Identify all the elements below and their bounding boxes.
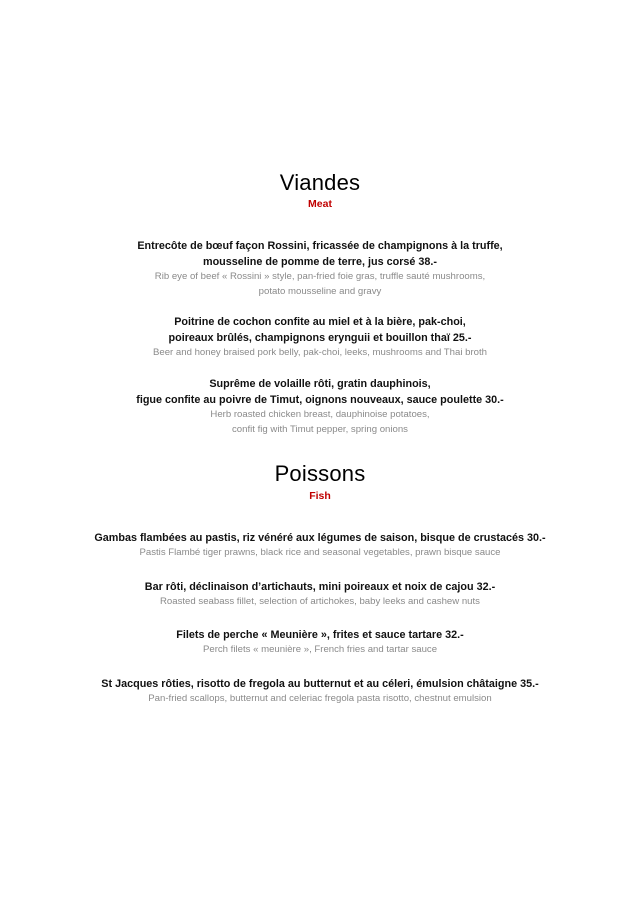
menu-item-bar-roti [0, 579, 640, 610]
section-subtitle-fish: Fish [309, 490, 331, 502]
dish-name-fr-line: mousseline de pomme de terre, jus corsé 38.- [202, 256, 438, 268]
dish-desc-en-line: Herb roasted chicken breast, dauphinoise potatoes, [210, 409, 430, 420]
dish-name-fr-line: Entrecôte de bœuf façon Rossini, fricassée de champignons à la truffe, [137, 240, 503, 252]
dish-desc-en-line: Perch filets « meunière », French fries and tartar sauce [202, 644, 438, 655]
dish-name-fr-line: Suprême de volaille rôti, gratin dauphinois, [209, 378, 431, 390]
menu-item-entrecote [0, 238, 640, 299]
dish-desc-en-line: Roasted seabass fillet, selection of artichokes, baby leeks and cashew nuts [160, 596, 480, 607]
dish-name-fr-line: Filets de perche « Meunière », frites et sauce tartare 32.- [176, 629, 464, 641]
menu-item-gambas [0, 530, 640, 561]
dish-desc-en-line: Pastis Flambé tiger prawns, black rice and seasonal vegetables, prawn bisque sauce [139, 547, 501, 558]
menu-item-poitrine-cochon [0, 314, 640, 361]
dish-desc-en-line: Rib eye of beef « Rossini » style, pan-fried foie gras, truffle sauté mushrooms, [154, 271, 486, 282]
dish-desc-en-line: Beer and honey braised pork belly, pak-choi, leeks, mushrooms and Thai broth [152, 347, 487, 358]
dish-name-fr-line: Poitrine de cochon confite au miel et à la bière, pak-choi, [174, 316, 466, 328]
dish-desc-en-line: confit fig with Timut pepper, spring onions [232, 423, 408, 435]
menu-item-supreme-volaille [0, 376, 640, 437]
menu-item-st-jacques [0, 676, 640, 707]
dish-name-fr-line: poireaux brûlés, champignons erynguii et bouillon thaï 25.- [168, 332, 472, 344]
dish-desc-en-line: potato mousseline and gravy [258, 285, 382, 297]
section-title-viandes: Viandes [279, 170, 361, 195]
menu-item-filets-perche [0, 627, 640, 658]
dish-name-fr-line: Gambas flambées au pastis, riz vénéré aux légumes de saison, bisque de crustacés 30.- [94, 532, 546, 544]
dish-name-fr-line: Bar rôti, déclinaison d’artichauts, mini poireaux et noix de cajou 32.- [144, 581, 496, 593]
dish-name-fr-line: figue confite au poivre de Timut, oignons nouveaux, sauce poulette 30.- [136, 394, 504, 406]
dish-name-fr-line: St Jacques rôties, risotto de fregola au butternut et au céleri, émulsion châtaigne 35.- [101, 678, 539, 690]
section-subtitle-meat: Meat [308, 198, 332, 210]
dish-desc-en-line: Pan-fried scallops, butternut and celeriac fregola pasta risotto, chestnut emulsion [148, 693, 492, 704]
section-title-poissons: Poissons [274, 461, 366, 486]
